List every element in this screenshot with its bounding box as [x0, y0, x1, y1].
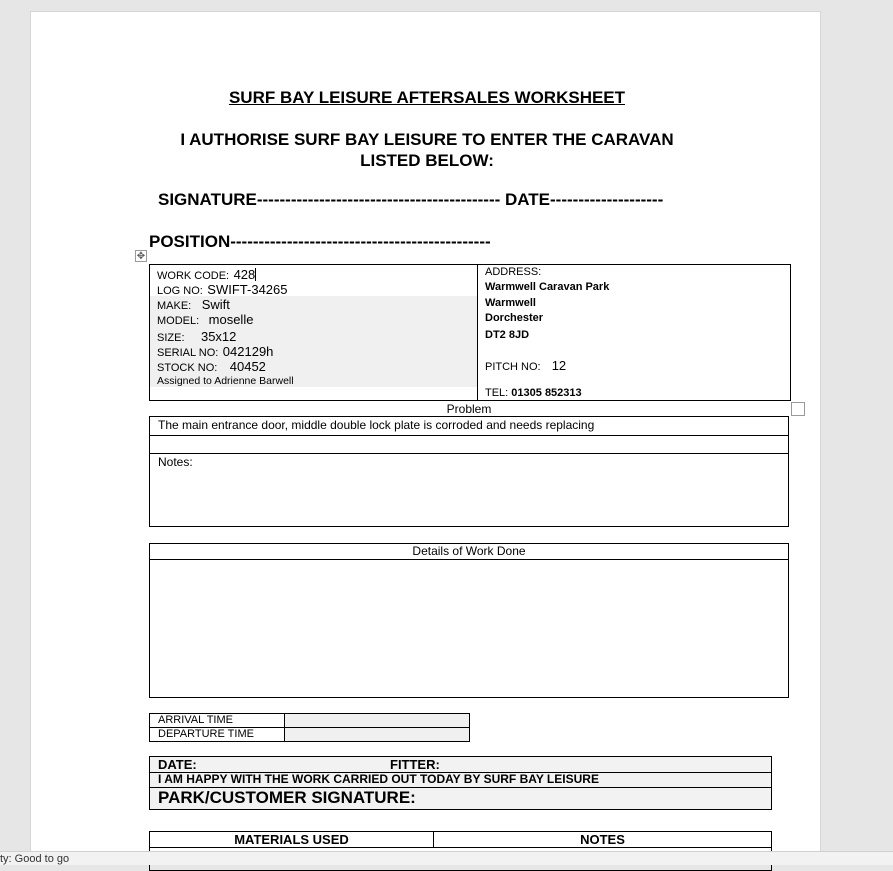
- make-label: MAKE:: [157, 300, 192, 312]
- problem-table: [149, 416, 789, 527]
- tel-label: TEL:: [485, 387, 509, 399]
- size-value: 35x12: [200, 329, 237, 344]
- pitch-value: 12: [551, 358, 567, 373]
- authorisation-line-2: LISTED BELOW:: [360, 151, 494, 170]
- table-move-handle-icon[interactable]: ✥: [136, 251, 146, 262]
- work-code-value: 428: [233, 267, 256, 282]
- status-text: ty: Good to go: [0, 853, 70, 865]
- caravan-info-table: [149, 264, 791, 401]
- tel-row: [485, 387, 582, 399]
- make-value: Swift: [201, 297, 230, 312]
- status-bar: [0, 851, 893, 865]
- log-no-value: SWIFT-34265: [207, 282, 288, 297]
- model-label: MODEL:: [157, 315, 200, 327]
- address-label: ADDRESS:: [485, 266, 542, 278]
- notes-label: Notes:: [158, 455, 193, 469]
- serial-label: SERIAL NO:: [157, 347, 219, 359]
- position-line: POSITION----------------------------------------------: [149, 232, 491, 251]
- arrival-row: [150, 714, 469, 728]
- departure-time-label: DEPARTURE TIME: [158, 728, 254, 740]
- arrival-time-label: ARRIVAL TIME: [158, 714, 233, 726]
- text-cursor: [255, 268, 256, 281]
- authorisation-line-1: I AUTHORISE SURF BAY LEISURE TO ENTER THE CARAVAN: [180, 130, 674, 149]
- address-line-1: Warmwell Caravan Park: [485, 281, 610, 293]
- signoff-date-label: DATE:: [158, 757, 197, 772]
- address-line-4: DT2 8JD: [485, 329, 530, 341]
- departure-time-field[interactable]: [284, 728, 469, 741]
- stock-label: STOCK NO:: [157, 362, 218, 374]
- pitch-row: [485, 358, 566, 373]
- address-line-2: Warmwell: [485, 297, 536, 309]
- document-title: SURF BAY LEISURE AFTERSALES WORKSHEET: [228, 88, 626, 107]
- signoff-table: [149, 756, 772, 810]
- authorisation-statement: [131, 129, 723, 171]
- signature-date-line: SIGNATURE------------------------------------------- DATE--------------------: [158, 190, 664, 209]
- departure-row: [150, 728, 469, 741]
- materials-notes-header: NOTES: [434, 832, 771, 848]
- log-no-label: LOG NO:: [157, 285, 203, 297]
- model-value: moselle: [208, 312, 254, 327]
- problem-header: Problem: [446, 402, 492, 416]
- document-page: [30, 11, 821, 864]
- work-done-header: Details of Work Done: [150, 544, 788, 560]
- work-done-table: [149, 543, 789, 698]
- problem-description[interactable]: The main entrance door, middle double lock plate is corroded and needs replacing: [158, 418, 595, 432]
- size-label: SIZE:: [157, 332, 185, 344]
- stock-value: 40452: [229, 359, 266, 374]
- problem-row-divider: [150, 435, 788, 436]
- assigned-to: Assigned to Adrienne Barwell: [157, 375, 294, 387]
- model-row: [157, 311, 253, 329]
- happy-statement: I AM HAPPY WITH THE WORK CARRIED OUT TODAY BY SURF BAY LEISURE: [158, 772, 599, 786]
- customer-signature-label: PARK/CUSTOMER SIGNATURE:: [158, 788, 416, 807]
- time-table: [149, 713, 470, 742]
- fitter-label: FITTER:: [390, 757, 440, 772]
- table-resize-handle[interactable]: [791, 402, 805, 416]
- caravan-details-cell[interactable]: [150, 265, 478, 400]
- stock-row: [157, 358, 266, 376]
- serial-value: 042129h: [222, 344, 274, 359]
- tel-value: 01305 852313: [511, 387, 582, 399]
- pitch-label: PITCH NO:: [485, 361, 541, 373]
- address-line-3: Dorchester: [485, 312, 544, 324]
- work-code-label: WORK CODE:: [157, 270, 230, 282]
- notes-row-divider: [150, 453, 788, 454]
- arrival-time-field[interactable]: [284, 714, 469, 727]
- materials-used-header: MATERIALS USED: [150, 832, 434, 848]
